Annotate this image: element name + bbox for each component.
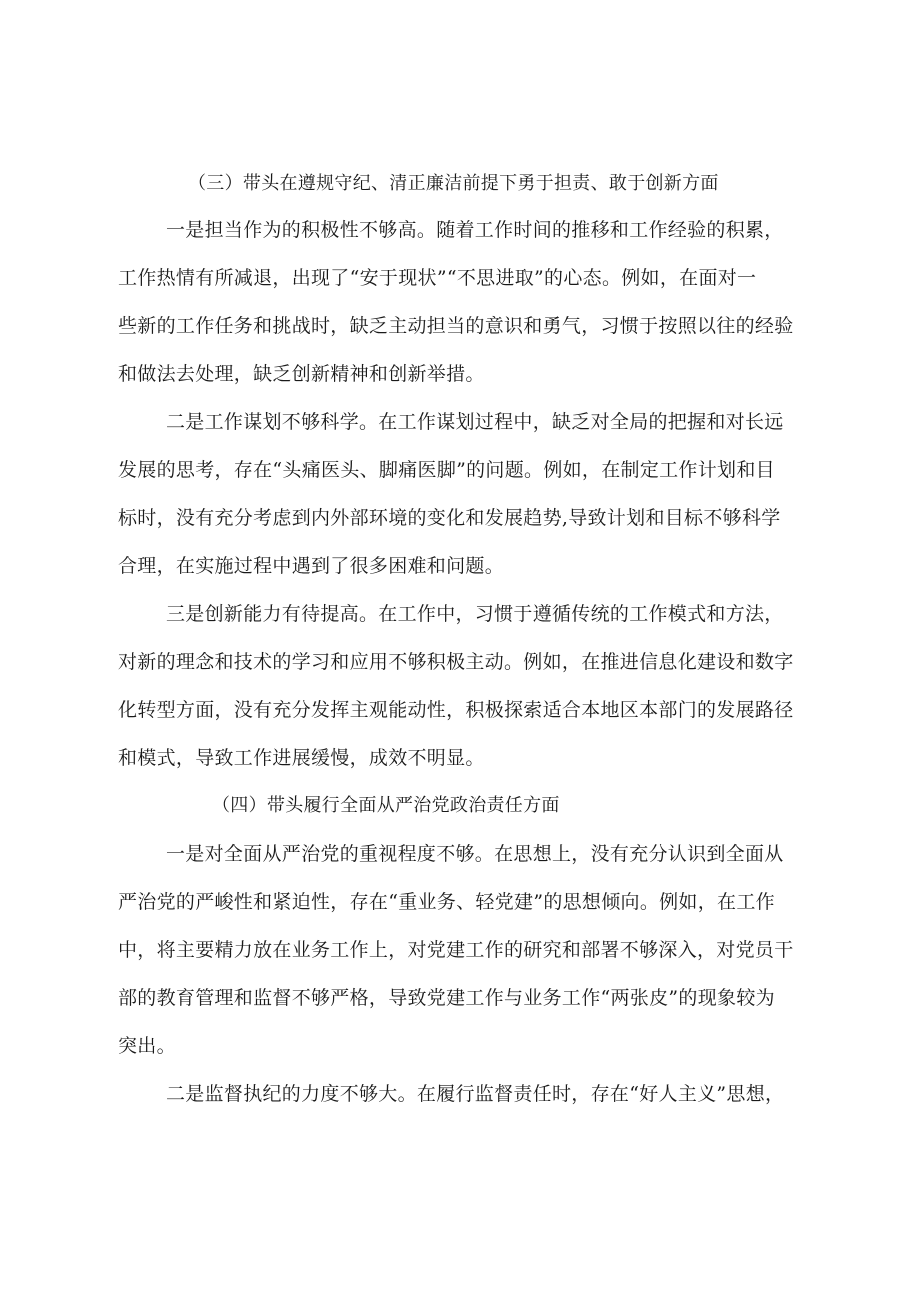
paragraph-4-1-line-2: 严治党的严峻性和紧迫性，存在“重业务、轻党建”的思想倾向。例如，在工作	[118, 891, 775, 913]
paragraph-3-1-line-1: 一是担当作为的积极性不够高。随着工作时间的推移和工作经验的积累，	[166, 219, 784, 241]
paragraph-3-2-line-3: 标时，没有充分考虑到内外部环境的变化和发展趋势,导致计划和目标不够科学	[118, 507, 781, 529]
paragraph-3-3-line-1: 三是创新能力有待提高。在工作中，习惯于遵循传统的工作模式和方法，	[166, 603, 784, 625]
paragraph-4-1-line-4: 部的教育管理和监督不够严格，导致党建工作与业务工作“两张皮”的现象较为	[118, 987, 775, 1009]
paragraph-3-2-line-2: 发展的思考，存在“头痛医头、脚痛医脚”的问题。例如，在制定工作计划和目	[118, 459, 775, 481]
paragraph-3-1-line-3: 些新的工作任务和挑战时，缺乏主动担当的意识和勇气，习惯于按照以往的经验	[118, 315, 794, 337]
paragraph-3-1-line-2: 工作热情有所减退，出现了“安于现状”“不思进取”的心态。例如，在面对一	[118, 267, 757, 289]
paragraph-4-2-line-1: 二是监督执纪的力度不够大。在履行监督责任时，存在“好人主义”思想，	[166, 1083, 785, 1105]
paragraph-3-3-line-4: 和模式，导致工作进展缓慢，成效不明显。	[118, 747, 485, 769]
paragraph-4-1-line-1: 一是对全面从严治党的重视程度不够。在思想上，没有充分认识到全面从	[166, 843, 784, 865]
paragraph-3-2-line-1: 二是工作谋划不够科学。在工作谋划过程中，缺乏对全局的把握和对长远	[166, 411, 784, 433]
paragraph-4-1-line-5: 突出。	[118, 1035, 176, 1057]
paragraph-3-3-line-2: 对新的理念和技术的学习和应用不够积极主动。例如，在推进信息化建设和数字	[118, 651, 794, 673]
paragraph-3-2-line-4: 合理，在实施过程中遇到了很多困难和问题。	[118, 555, 505, 577]
section-heading-4: （四）带头履行全面从严治党政治责任方面	[212, 795, 560, 816]
section-heading-3: （三）带头在遵规守纪、清正廉洁前提下勇于担责、敢于创新方面	[188, 173, 719, 194]
paragraph-3-3-line-3: 化转型方面，没有充分发挥主观能动性，积极探索适合本地区本部门的发展路径	[118, 699, 794, 721]
paragraph-3-1-line-4: 和做法去处理，缺乏创新精神和创新举措。	[118, 363, 485, 385]
paragraph-4-1-line-3: 中，将主要精力放在业务工作上，对党建工作的研究和部署不够深入，对党员干	[118, 939, 794, 961]
